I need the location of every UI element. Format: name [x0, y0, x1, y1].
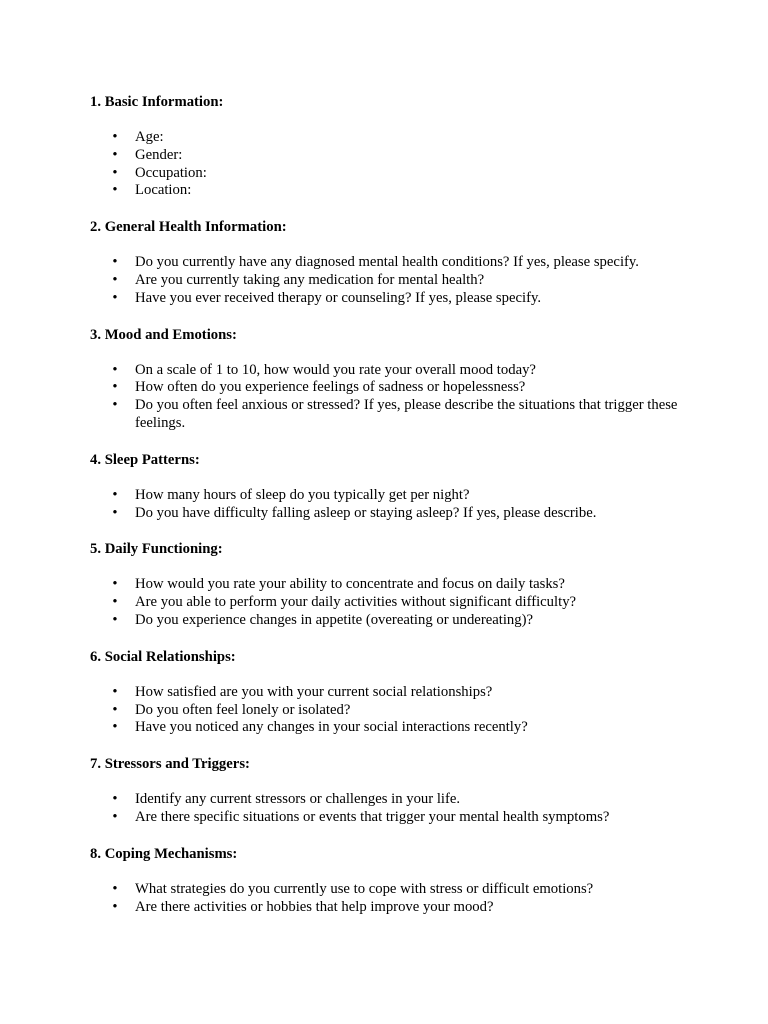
- bullet-icon: •: [112, 611, 118, 628]
- bullet-icon: •: [112, 182, 118, 199]
- section-title: 4. Sleep Patterns:: [90, 451, 200, 468]
- list-item: [90, 272, 680, 290]
- list-item-text: On a scale of 1 to 10, how would you rate your overall mood today?: [135, 361, 536, 378]
- section-mood-emotions: [90, 326, 680, 433]
- list-item-text: Do you often feel anxious or stressed? If yes, please describe the situations that trigger these feelings.: [135, 397, 678, 431]
- bullet-icon: •: [112, 683, 118, 700]
- bullet-icon: •: [112, 361, 118, 378]
- bullet-icon: •: [112, 898, 118, 915]
- list-item-text: Location:: [135, 182, 192, 199]
- list-item: [90, 379, 680, 397]
- section-title: 8. Coping Mechanisms:: [90, 845, 238, 862]
- list-item-text: Have you ever received therapy or counseling? If yes, please specify.: [135, 289, 542, 306]
- item-list: [90, 684, 680, 737]
- bullet-icon: •: [112, 289, 118, 306]
- list-item: [90, 362, 680, 380]
- list-item-text: How would you rate your ability to concentrate and focus on daily tasks?: [135, 576, 565, 593]
- section-basic-information: [90, 93, 680, 200]
- section-general-health: [90, 218, 680, 307]
- item-list: [90, 881, 680, 917]
- section-sleep-patterns: [90, 451, 680, 523]
- list-item: [90, 899, 680, 917]
- list-item-text: Do you often feel lonely or isolated?: [135, 701, 351, 718]
- section-title: 7. Stressors and Triggers:: [90, 756, 250, 773]
- list-item: [90, 165, 680, 183]
- bullet-icon: •: [112, 594, 118, 611]
- list-item: [90, 290, 680, 308]
- bullet-icon: •: [112, 791, 118, 808]
- list-item-text: Are you able to perform your daily activities without significant difficulty?: [135, 594, 577, 611]
- list-item-text: Age:: [135, 129, 164, 145]
- list-item-text: Have you noticed any changes in your social interactions recently?: [135, 719, 528, 736]
- list-item-text: What strategies do you currently use to cope with stress or difficult emotions?: [135, 880, 594, 897]
- section-social-relationships: [90, 648, 680, 737]
- section-coping-mechanisms: [90, 845, 680, 917]
- item-list: [90, 362, 680, 433]
- list-item-text: Do you experience changes in appetite (overeating or undereating)?: [135, 611, 534, 628]
- list-item: [90, 612, 680, 630]
- bullet-icon: •: [112, 701, 118, 718]
- list-item-text: Identify any current stressors or challenges in your life.: [135, 791, 461, 808]
- bullet-icon: •: [112, 129, 118, 145]
- list-item-text: How many hours of sleep do you typically get per night?: [135, 486, 470, 503]
- bullet-icon: •: [112, 504, 118, 521]
- bullet-icon: •: [112, 271, 118, 288]
- list-item-text: Gender:: [135, 146, 183, 163]
- list-item: [90, 254, 680, 272]
- bullet-icon: •: [112, 379, 118, 396]
- list-item-text: Occupation:: [135, 164, 207, 181]
- section-title: 2. General Health Information:: [90, 219, 287, 236]
- bullet-icon: •: [112, 880, 118, 897]
- list-item: [90, 684, 680, 702]
- list-item: [90, 881, 680, 899]
- list-item: [90, 594, 680, 612]
- section-daily-functioning: [90, 540, 680, 629]
- section-title: 1. Basic Information:: [90, 94, 224, 110]
- item-list: [90, 129, 680, 200]
- item-list: [90, 791, 680, 827]
- list-item: [90, 397, 680, 433]
- item-list: [90, 487, 680, 523]
- list-item-text: How satisfied are you with your current social relationships?: [135, 683, 493, 700]
- section-title: 6. Social Relationships:: [90, 648, 236, 665]
- bullet-icon: •: [112, 254, 118, 271]
- section-stressors-triggers: [90, 755, 680, 827]
- bullet-icon: •: [112, 486, 118, 503]
- bullet-icon: •: [112, 808, 118, 825]
- list-item: [90, 719, 680, 737]
- list-item-text: Do you have difficulty falling asleep or staying asleep? If yes, please describe.: [135, 504, 597, 521]
- list-item: [90, 129, 680, 147]
- item-list: [90, 254, 680, 307]
- item-list: [90, 576, 680, 629]
- list-item-text: Are there activities or hobbies that help improve your mood?: [135, 898, 494, 915]
- section-title: 3. Mood and Emotions:: [90, 326, 237, 343]
- list-item: [90, 487, 680, 505]
- list-item: [90, 702, 680, 720]
- list-item: [90, 809, 680, 827]
- list-item: [90, 576, 680, 594]
- bullet-icon: •: [112, 576, 118, 593]
- list-item: [90, 505, 680, 523]
- list-item: [90, 182, 680, 200]
- bullet-icon: •: [112, 164, 118, 181]
- list-item: [90, 147, 680, 165]
- document-page: [90, 93, 680, 934]
- list-item-text: Do you currently have any diagnosed mental health conditions? If yes, please specify.: [135, 254, 639, 271]
- list-item-text: Are you currently taking any medication for mental health?: [135, 271, 485, 288]
- list-item-text: Are there specific situations or events that trigger your mental health symptoms?: [135, 808, 610, 825]
- bullet-icon: •: [112, 146, 118, 163]
- list-item-text: How often do you experience feelings of sadness or hopelessness?: [135, 379, 526, 396]
- list-item: [90, 791, 680, 809]
- section-title: 5. Daily Functioning:: [90, 541, 223, 558]
- bullet-icon: •: [112, 719, 118, 736]
- bullet-icon: •: [112, 397, 118, 414]
